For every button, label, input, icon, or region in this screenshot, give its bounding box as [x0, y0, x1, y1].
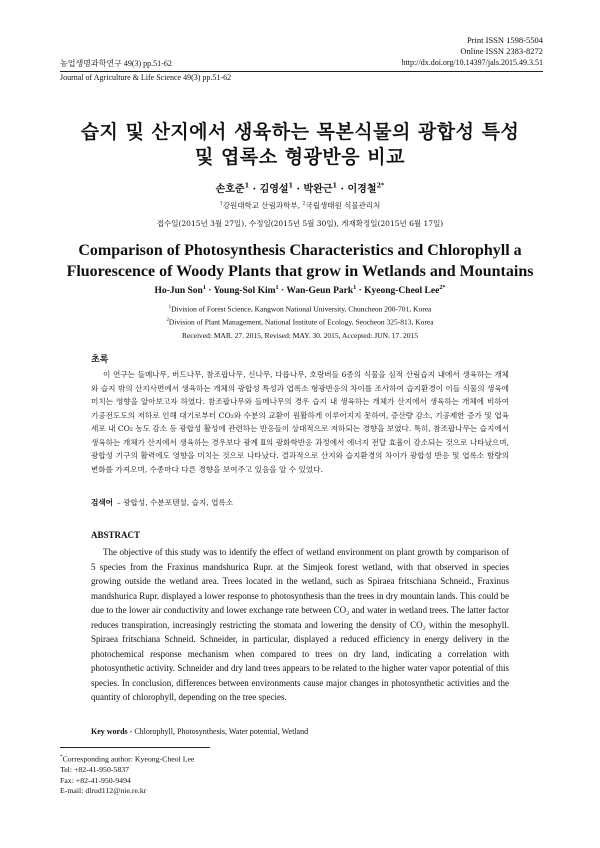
- fax: Fax: +82-41-950-9494: [60, 775, 131, 785]
- journal-kr: 농업생명과학연구 49(3) pp.51-62: [60, 59, 172, 68]
- kr-author-2: 김영설: [259, 184, 289, 195]
- korean-abstract-heading: 초록: [91, 355, 109, 365]
- korean-affiliations: $^1$강원대학교 산림과학부, $^2$국립생태원 식물관리처: [219, 200, 381, 210]
- english-abstract-heading: ABSTRACT: [91, 530, 141, 540]
- en-author-4: Kyeong-Cheol Lee: [364, 286, 440, 297]
- english-abstract: The objective of this study was to identify the effect of wetland environment on plant growth by comparison of 5 species from the Fraxinus mandshurica Rupr. at the Simjeok forest wetland, with that observed in species growing outside the wetland area. Trees located in the wetland, such as Spiraea fritschiana Schneid., Fraxinus mandshurica Rupr. displayed a lower response to photosynthesis than the trees in dry mountain lands. This could be due to the lower air conductivity and lower exchange rate between CO₂ and water in wetland trees. The latter factor reduces transpiration, increasingly restricting the stomata and lowering the density of CO₂ within the mesophyll. Spiraea fritschiana Schneid. Schneider, in particular, displayed a reduced efficiency in energy delivery in the photochemical response mechanism when compared to trees on dry land, indicating a correlation with photosynthetic activity. Schneider and dry land trees appears to be related to the higher water vapor potential of this species. In conclusion, differences between environments cause major changes in photosynthetic activities and the quantity of chlorophyll, depending on the tree species.: [91, 547, 509, 702]
- korean-keywords: 검색어 – 광합성, 수분포텐셜, 습지, 엽록소: [91, 498, 234, 507]
- korean-keywords-label: 검색어: [91, 498, 114, 507]
- running-header: [60, 58, 543, 69]
- english-dates: Received: MAR. 27. 2015, Revised: MAY. 30. 2015, Accepted: JUN. 17. 2015: [181, 331, 419, 340]
- journal-en: Journal of Agriculture & Life Science 49(3) pp.51-62: [60, 73, 232, 82]
- online-issn: Online ISSN 2383-8272: [460, 46, 543, 56]
- telephone: Tel: +82-41-950-5837: [60, 765, 130, 775]
- footnote: *Corresponding author: Kyeong-Cheol Lee Tel: +82-41-950-5837 Fax: +82-41-950-9494 E-mail: dlrud112@nie.re.kr: [60, 754, 195, 796]
- korean-title-line1: 습지 및 산지에서 생육하는 목본식물의 광합성 특성: [80, 121, 520, 143]
- korean-abstract: 이 연구는 들메나무, 버드나무, 참조팝나무, 신나무, 다릅나무, 호랑버들 6종의 식물을 심적 산림습지 내에서 생육하는 개체와 습지 밖의 산지사면에서 생육하는 개체의 광합성 특성과 엽록소 형광반응의 차이를 조사하여 습지환경이 이들 식물의 생육에 미치는 영향을 알아보고자 하였다. 참조팝나무와 들메나무의 경우 습지 내 생육하는 개체가 산지에서 생육하는 개체에 비하여 기공전도도의 저하로 인해 대기로부터 CO₂와 수분의 교환이 원활하게 이루어지지 못하여, 증산량 감소, 기공제한 증가 및 엽육세포 내 CO₂ 농도 감소 등 광합성 활성에 관련하는 반응들이 상대적으로 저하되는 경향을 보였다. 특히, 참조팝나무는 습지에서 생육하는 개체가 산지에서 생육하는 경우보다 광계 Ⅱ의 광화학반응 과정에서 에너지 전달 효율이 감소되는 것으로 나타났으며, 광합성 기구의 활력에도 영향을 미치는 것으로 나타났다. 결과적으로 산지와 습지환경의 차이가 광합성 반응 및 엽록소 함량의 변화를 가져오며, 수종마다 다른 경향을 보여주고 있음을 알 수 있었다.: [91, 370, 509, 474]
- kr-author-4: 이경철: [347, 184, 377, 195]
- english-keywords-label: Key words: [91, 727, 128, 736]
- korean-dates: 접수일(2015년 3월 27일), 수정일(2015년 5월 30일), 게재확정일(2015년 6월 17일): [156, 219, 444, 228]
- kr-author-3: 박완근: [303, 184, 333, 195]
- footnote-rule: [60, 747, 210, 748]
- english-affiliations: $^1$Division of Forest Science, Kangwon National University, Chuncheon 200-701, Korea $^2$Division of Plant Management, National Institute of Ecology, Seocheon 325-813, Korea: [166, 304, 434, 326]
- korean-title-line2: 및 엽록소 형광반응 비교: [195, 146, 405, 168]
- en-author-2: Young-Sol Kim: [213, 286, 276, 297]
- en-author-3: Wan-Geun Park: [286, 286, 354, 297]
- korean-authors: 손호준$^1$ · 김영설$^1$ · 박완근$^1$ · 이경철$^{2*}$: [215, 181, 385, 195]
- korean-title: [40, 120, 560, 170]
- kr-author-1: 손호준: [215, 184, 245, 195]
- english-title: [55, 240, 545, 282]
- english-authors: Ho-Jun Son$^1$ · Young-Sol Kim$^1$ · Wan-Geun Park$^1$ · Kyeong-Cheol Lee$^{2*}$: [154, 285, 446, 297]
- corresponding-author: Corresponding author: Kyeong-Cheol Lee: [62, 754, 195, 764]
- english-title-line1: Comparison of Photosynthesis Characteristics and Chlorophyll a: [78, 242, 522, 259]
- doi-link[interactable]: http://dx.doi.org/10.14397/jals.2015.49.3.51: [401, 58, 543, 67]
- english-title-line2: Fluorescence of Woody Plants that grow in Wetlands and Mountains: [66, 263, 534, 280]
- en-author-1: Ho-Jun Son: [154, 286, 203, 297]
- english-keywords: Key words - Chlorophyll, Photosynthesis, Water potential, Wetland: [91, 727, 309, 736]
- issn-block: [460, 35, 543, 57]
- header-rule: [60, 71, 543, 72]
- print-issn: Print ISSN 1598-5504: [466, 35, 543, 45]
- email[interactable]: E-mail: dlrud112@nie.re.kr: [60, 786, 147, 796]
